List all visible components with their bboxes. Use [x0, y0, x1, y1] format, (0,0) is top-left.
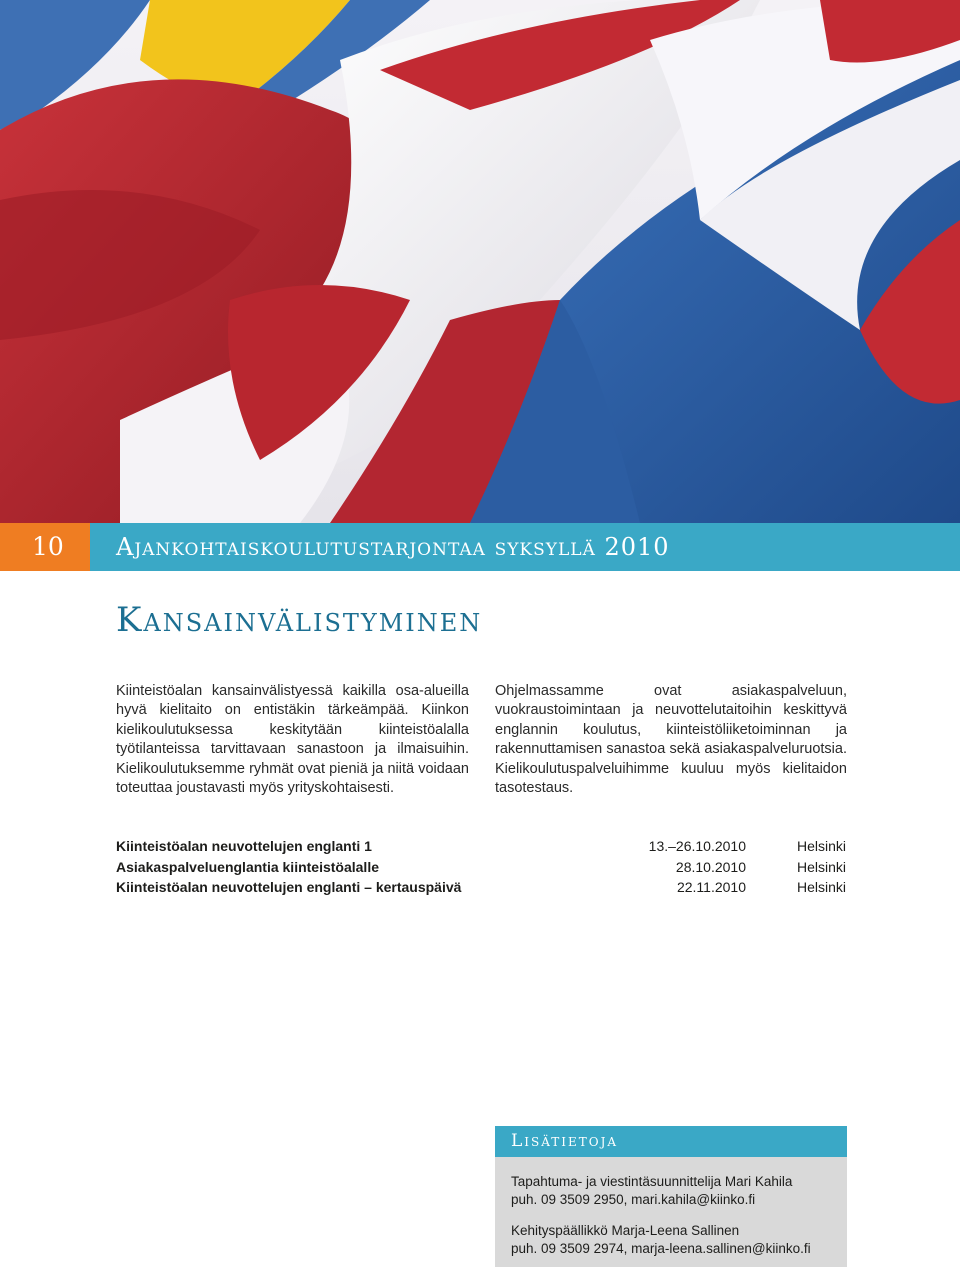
contact-role-name: Kehityspäällikkö Marja-Leena Sallinen	[511, 1223, 740, 1238]
contact-details: puh. 09 3509 2974, marja-leena.sallinen@kiinko.fi	[511, 1240, 811, 1256]
band-title: Ajankohtaiskoulutustarjontaa syksyllä 2010	[90, 523, 960, 571]
table-row	[116, 857, 846, 878]
section-title: Kansainvälistyminen	[116, 600, 483, 640]
contact-details: puh. 09 3509 2950, mari.kahila@kiinko.fi	[511, 1191, 756, 1207]
course-schedule	[116, 836, 846, 898]
section-band	[0, 523, 960, 571]
table-row	[116, 836, 846, 857]
contact-entry	[511, 1173, 847, 1208]
course-place: Helsinki	[796, 879, 846, 896]
course-title: Kiinteistöalan neuvottelujen englanti 1	[116, 838, 372, 855]
contact-role-name: Tapahtuma- ja viestintäsuunnittelija Mari Kahila	[511, 1174, 793, 1189]
course-title: Kiinteistöalan neuvottelujen englanti – kertauspäivä	[116, 879, 462, 896]
info-heading: Lisätietoja	[495, 1126, 847, 1157]
course-date: 22.11.2010	[676, 879, 746, 896]
course-title: Asiakaspalveluenglantia kiinteistöalalle	[116, 858, 379, 875]
page-number: 10	[0, 523, 90, 571]
info-box	[495, 1157, 847, 1267]
flags-photo	[0, 0, 960, 523]
program-paragraph: Ohjelmassamme ovat asiakaspalveluun, vuokraustoimintaan ja neuvottelutaitoihin keskittyvä englannin koulutus, kiinteistöliiketoiminnan ja rakennuttamisen sanastoa sekä asiakaspalveluruotsia. Kielikoulutuspalveluihimme kuuluu myös kielitaidon tasotestaus.	[495, 683, 847, 797]
course-place: Helsinki	[796, 858, 846, 875]
course-date: 13.–26.10.2010	[648, 838, 746, 855]
course-date: 28.10.2010	[675, 858, 746, 875]
table-row	[116, 877, 846, 898]
intro-paragraph: Kiinteistöalan kansainvälistyessä kaikilla osa-alueilla hyvä kielitaito on entistäkin tärkeämpää. Kiinkon kielikoulutuksessa keskitytään kiinteistöalalla työtilanteissa tarvittavaan sanastoon ja ilmaisuihin. Kielikoulutuksemme ryhmät ovat pieniä ja niitä voidaan toteuttaa joustavasti myös yrityskohtaisesti.	[116, 683, 469, 797]
contact-entry	[511, 1222, 847, 1257]
course-place: Helsinki	[796, 838, 846, 855]
